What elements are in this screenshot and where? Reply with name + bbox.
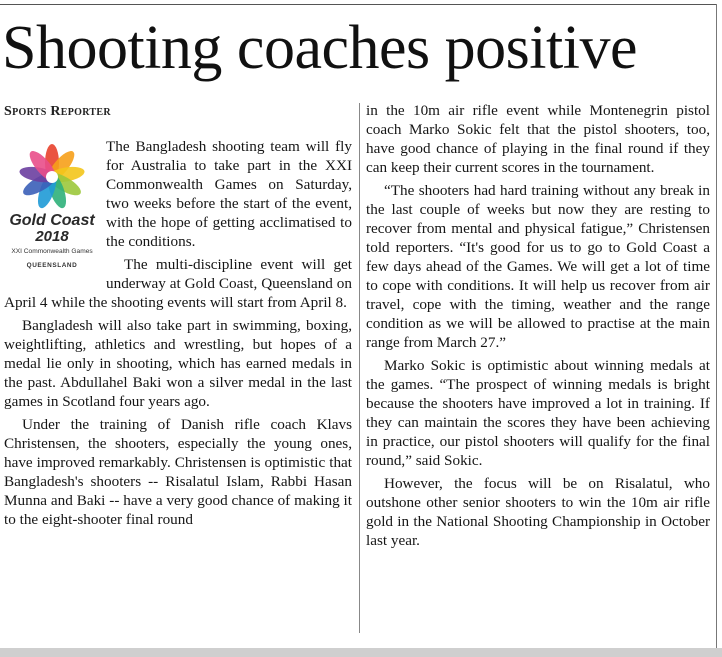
right-border [716,4,717,655]
left-paragraph: Bangladesh will also take part in swimming, boxing, weightlifting, athletics and wrestling, but hopes of a medal lie only in shooting, which has earned medals in the past. Abdullahel Baki won a silver medal in the last games in Scotland four years ago. [4,317,352,410]
left-column [4,137,352,533]
column-divider [359,103,360,633]
page-bottom-edge [0,648,722,657]
logo-region: QUEENSLAND [26,262,78,269]
right-paragraph: in the 10m air rifle event while Montenegrin pistol coach Marko Sokic felt that the pistol shooters, too, have good chance of playing in the final round if they can keep their current scores in the tournament. [366,102,710,176]
logo-games: XXI Commonwealth Games [11,248,93,255]
right-paragraph: “The shooters had hard training without any break in the last couple of weeks but now they are resting to recover from mental and physical fatigue,” Christensen told reporters. “It's good for us to go to Gold Coast a few days ahead of the Games. We will get a lot of time to cope with conditions. It will help us recover from air travel, cope with the timing, weather and the range condition as we will be allowed to practise at the main range from March 27.” [366,182,710,351]
logo-year: 2018 [35,228,69,245]
gold-coast-2018-emblem-icon [4,137,100,277]
headline: Shooting coaches positive [2,14,637,82]
right-column [366,101,710,554]
gold-coast-2018-logo [4,137,100,277]
byline: Sports Reporter [4,104,111,119]
logo-name: Gold Coast [9,212,95,229]
top-rule [0,4,716,5]
right-paragraph: Marko Sokic is optimistic about winning medals at the games. “The prospect of winning medals is bright because the shooters have improved a lot in training. If they can maintain the scores they have been achieving in practice, our pistol shooters will qualify for the final round,” said Sokic. [366,357,710,469]
left-paragraph: The Bangladesh shooting team will fly for Australia to take part in the XXI Commonwealth Games on Saturday, two weeks before the start of the event, with the hope of getting acclimatised to the conditions. [106,138,352,250]
left-paragraph: The multi-discipline event will get underway at Gold Coast, Queensland on April 4 while the shooting events will start from April 8. [4,256,352,311]
right-paragraph: However, the focus will be on Risalatul, who outshone other senior shooters to win the 10m air rifle gold in the National Shooting Championship in October last year. [366,475,710,549]
left-paragraph: Under the training of Danish rifle coach Klavs Christensen, the shooters, especially the young ones, have improved remarkably. Christensen is optimistic that Bangladesh's shooters -- Risalatul Islam, Rabbi Hasan Munna and Baki -- have a very good chance of making it to the eight-shooter final round [4,416,352,528]
